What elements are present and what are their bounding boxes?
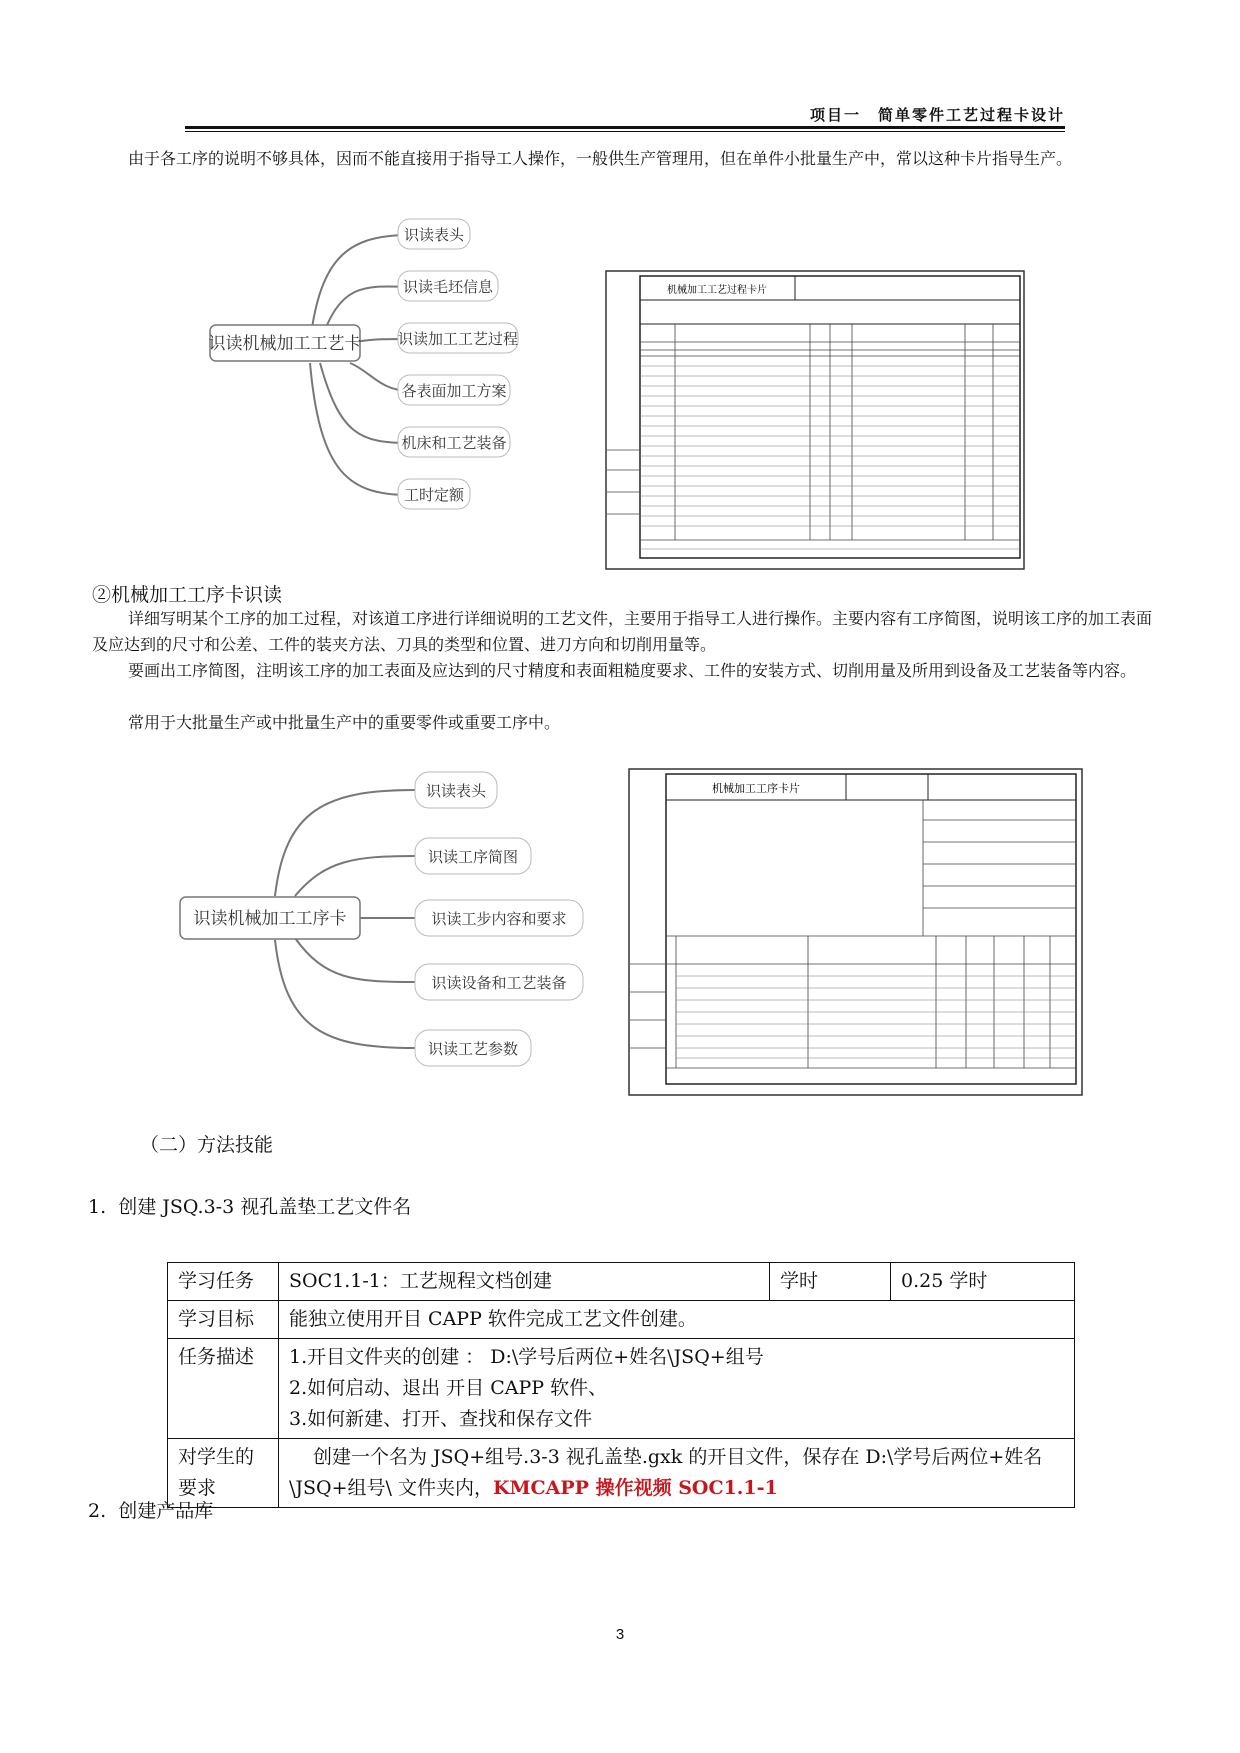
card1-title: 机械加工工艺过程卡片 (667, 285, 767, 296)
operation-card-thumbnail (628, 768, 1083, 1096)
description-line-1: 1.开目文件夹的创建 ： D:\学号后两位+姓名\JSQ+组号 (289, 1346, 764, 1368)
requirement-value (279, 1439, 1075, 1508)
requirement-label-line-2: 要求 (178, 1477, 217, 1499)
mindmap1-root: 识读机械加工工艺卡 (208, 334, 362, 354)
hours-label: 学时 (770, 1263, 891, 1301)
intro-paragraph: 由于各工序的说明不够具体，因而不能直接用于指导工人操作，一般供生产管理用，但在单件小批量生产中，常以这种卡片指导生产。 (128, 149, 1073, 168)
list-item-2-text: 创建产品库 (118, 1500, 214, 1522)
description-line-2: 2.如何启动、退出 开目 CAPP 软件、 (289, 1377, 608, 1399)
list-item-1-number: 1. (88, 1196, 107, 1218)
mindmap1-branch-6: 工时定额 (403, 486, 465, 504)
description-value (279, 1339, 1075, 1439)
list-item-1 (88, 1192, 411, 1219)
section2-paragraph-1: 详细写明某个工序的加工过程，对该道工序进行详细说明的工艺文件，主要用于指导工人进行操作。主要内容有工序简图，说明该工序的加工表面及应达到的尺寸和公差、工件的装夹方法、刀具的类型和位置、进刀方向和切削用量等。 (92, 609, 1153, 654)
mindmap2-branch-5: 识读工艺参数 (427, 1040, 519, 1058)
mindmap1-branches (398, 219, 518, 509)
list-item-2-number: 2. (88, 1500, 107, 1522)
mindmap2-branches (415, 772, 583, 1066)
card2-title: 机械加工工序卡片 (712, 782, 800, 795)
mindmap2-root: 识读机械加工工序卡 (193, 909, 347, 929)
task-label: 学习任务 (168, 1263, 279, 1301)
section-heading-methods: （二）方法技能 (140, 1134, 274, 1156)
mindmap1-branch-4: 各表面加工方案 (401, 382, 507, 400)
mindmap2-branch-3: 识读工步内容和要求 (431, 910, 567, 928)
section2-paragraph-2: 要画出工序简图，注明该工序的加工表面及应达到的尺寸精度和表面粗糙度要求、工件的安装方式、切削用量及所用到设备及工艺装备等内容。 (128, 661, 1137, 680)
mindmap1-branch-1: 识读表头 (403, 226, 465, 244)
section-heading-operation-card: ②机械加工工序卡识读 (92, 584, 283, 606)
task-table (167, 1262, 1075, 1508)
requirement-text: 创建一个名为 JSQ+组号.3-3 视孔盖垫.gxk 的开目文件，保存在 D:\学号后两位+姓名\JSQ+组号\ 文件夹内， (289, 1446, 1043, 1499)
goal-value: 能独立使用开目 CAPP 软件完成工艺文件创建。 (279, 1301, 1075, 1339)
mindmap1-branch-lines (310, 235, 410, 495)
video-link[interactable]: KMCAPP 操作视频 SOC1.1-1 (492, 1477, 778, 1499)
mindmap-operation-card (175, 760, 605, 1080)
process-card-thumbnail (605, 270, 1025, 570)
list-item-2 (88, 1496, 213, 1523)
mindmap2-branch-2: 识读工序简图 (427, 848, 519, 866)
description-label: 任务描述 (168, 1339, 279, 1439)
page-number: 3 (615, 1626, 625, 1643)
mindmap-process-card (200, 205, 580, 555)
hours-value: 0.25 学时 (891, 1263, 1075, 1301)
list-item-1-text: 创建 JSQ.3-3 视孔盖垫工艺文件名 (118, 1196, 412, 1218)
requirement-label-line-1: 对学生的 (178, 1446, 255, 1468)
mindmap1-branch-3: 识读加工工艺过程 (397, 330, 519, 348)
mindmap1-branch-5: 机床和工艺装备 (401, 434, 507, 452)
section2-paragraph-3: 常用于大批量生产或中批量生产中的重要零件或重要工序中。 (128, 713, 561, 732)
running-header: 项目一 简单零件工艺过程卡设计 (809, 106, 1065, 124)
mindmap2-branch-4: 识读设备和工艺装备 (431, 974, 567, 992)
task-value: SOC1.1-1：工艺规程文档创建 (279, 1263, 770, 1301)
description-line-3: 3.如何新建、打开、查找和保存文件 (289, 1408, 593, 1430)
goal-label: 学习目标 (168, 1301, 279, 1339)
mindmap1-branch-2: 识读毛坯信息 (402, 278, 494, 296)
header-rule (185, 126, 1065, 132)
mindmap2-branch-1: 识读表头 (425, 782, 487, 800)
